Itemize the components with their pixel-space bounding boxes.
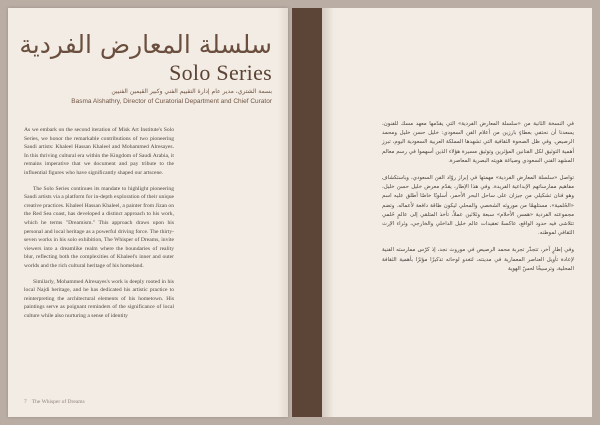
body-text-english [24, 126, 174, 327]
left-page [8, 8, 288, 417]
folio [24, 399, 85, 405]
body-text-arabic [382, 120, 574, 282]
byline-english: Basma Alshathry, Director of Curatorial Department and Chief Curator [71, 98, 272, 105]
gutter-shadow [322, 8, 334, 417]
right-page [292, 8, 592, 417]
paragraph: Similarly, Mohammed Alresayes's work is deeply rooted in his local Najdi heritage, and he has dedicated his artistic practice to reinterpreting the architectural elements of his hometown. His paintings serve as poignant reminders of the significance of local culture while also nurturing a sense of identity [24, 278, 174, 319]
paragraph: تواصل «سلسلة المعارض الفردية» مهمتها في إبراز روّاد الفن السعودي، وباستكشاف مفاهيم ممارساتهم الإبداعية الفريدة. وفي هذا الإطار، يقدّم معرض خليل حسن خليل، وهو فنان تشكيلي من جيزان على ساحل البحر الأحمر، أسلوبًا خاصًا أطلق عليه اسم «الحُلمية»، مستلهمًا من موروثه الشخصي والمحلي ليكون طاقة دافعة لأعماله. وتضم مجموعته الفردية «همس الأحلام» سبعة وثلاثين عملاً، تأخذ المتلقي إلى عالمٍ حُلمي تتلاشى فيه حدود الواقع، عاكسةً تعقيدات عالم خليل الداخلي والخارجي، وثراء الإرث الثقافي لموطنه. [382, 175, 574, 237]
paragraph: The Solo Series continues its mandate to highlight pioneering Saudi artists via a platform for in-depth exploration of their unique creative practices. Khaleel Hassan Khaleel, a painter from Jizan on the Red Sea coast, has developed a distinct approach to his work, which he terms "Dreamism." This approach draws upon his personal and local heritage as a powerful driving force. The thirty-seven works in his solo exhibition, The Whisper of Dreams, invite viewers into a dreamlike realm where the boundaries of reality blur, reflecting both the complexities of Khaleel's inner and outer worlds and the rich cultural heritage of his homeland. [24, 185, 174, 269]
page-title-english: Solo Series [169, 60, 272, 85]
paragraph: في النسخة الثانية من «سلسلة المعارض الفردية» التي يقدّمها معهد مسك للفنون، يسعدنا أن نحتفي بعطاءٍ بارزين من أعلام الفن السعودي: خليل حسن خليل ومحمد الرصيص. وفي ظل الصحوة الثقافية التي تشهدها المملكة العربية السعودية اليوم، تبرز أهمية التوثيق لكل الفنانين المؤثرين وتوثيق مسيرة هؤلاء الذين أسهموا في رسم معالم المشهد الفني السعودي وصياغة هويته البصرية المعاصرة. [382, 121, 574, 164]
page-number: 7 [24, 399, 27, 405]
paragraph: وفي إطارٍ آخر، تتجذّر تجربة محمد الرصيص في موروث نجد، إذ كرّس ممارسته الفنية لإعادة تأويل العناصر المعمارية في مدينته، لتغدو لوحاته تذكيرًا مؤثرًا بأهمية الثقافة المحلية، وترسيخًا لحسّ الهوية [382, 247, 574, 272]
page-title-arabic: سلسلة المعارض الفردية [19, 30, 272, 59]
right-page-text-panel [322, 8, 592, 417]
gutter-shadow [278, 8, 288, 417]
byline-arabic: بسمة الشتري، مدير عام إدارة التقييم الفني وكبير القيمين الفنيين [111, 88, 272, 95]
running-head: The Whisper of Dreams [31, 399, 85, 405]
paragraph: As we embark on the second iteration of Misk Art Institute's Solo Series, we honor the remarkable contributions of two pioneering Saudi artists: Khaleel Hassan Khaleel and Mohammed Alresayes. In this thriving cultural era within the Kingdom of Saudi Arabia, it remains imperative that we document and pay tribute to the influential figures who have significantly shaped our artscene. [24, 127, 174, 176]
